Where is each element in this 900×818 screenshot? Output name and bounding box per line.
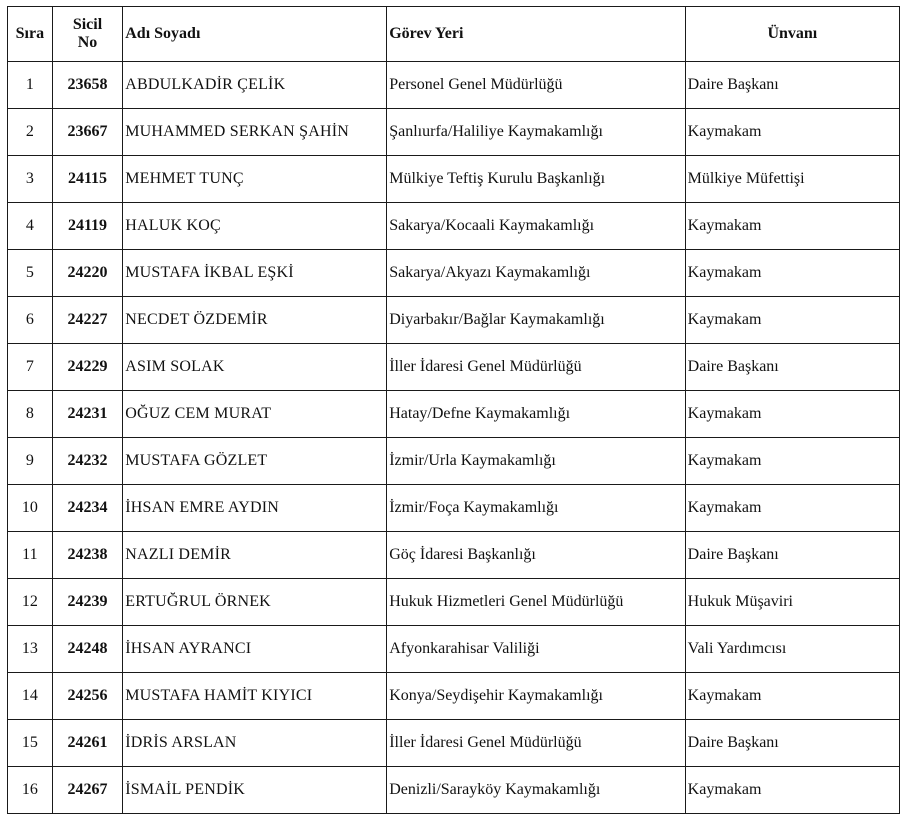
cell-unvani: Kaymakam (685, 391, 899, 438)
cell-unvani: Vali Yardımcısı (685, 626, 899, 673)
cell-sira: 4 (8, 203, 53, 250)
cell-unvani: Kaymakam (685, 485, 899, 532)
header-sira: Sıra (8, 7, 53, 62)
table-row (8, 203, 900, 250)
cell-gorev-yeri: Göç İdaresi Başkanlığı (387, 532, 685, 579)
cell-sicil-no: 24119 (52, 203, 122, 250)
cell-unvani: Daire Başkanı (685, 344, 899, 391)
header-gorev-yeri: Görev Yeri (387, 7, 685, 62)
cell-adi-soyadi: OĞUZ CEM MURAT (123, 391, 387, 438)
cell-adi-soyadi: ABDULKADİR ÇELİK (123, 62, 387, 109)
cell-adi-soyadi: MUSTAFA GÖZLET (123, 438, 387, 485)
table-row (8, 767, 900, 814)
table-row (8, 62, 900, 109)
cell-sicil-no: 24267 (52, 767, 122, 814)
table-row (8, 579, 900, 626)
cell-sicil-no: 24238 (52, 532, 122, 579)
cell-sicil-no: 23658 (52, 62, 122, 109)
cell-sira: 10 (8, 485, 53, 532)
cell-unvani: Kaymakam (685, 297, 899, 344)
cell-gorev-yeri: Diyarbakır/Bağlar Kaymakamlığı (387, 297, 685, 344)
cell-sira: 15 (8, 720, 53, 767)
cell-sicil-no: 24248 (52, 626, 122, 673)
cell-sicil-no: 24261 (52, 720, 122, 767)
cell-unvani: Kaymakam (685, 438, 899, 485)
cell-adi-soyadi: NAZLI DEMİR (123, 532, 387, 579)
cell-sira: 16 (8, 767, 53, 814)
header-sicil-line2: No (77, 34, 98, 51)
cell-sira: 8 (8, 391, 53, 438)
header-adi-soyadi: Adı Soyadı (123, 7, 387, 62)
cell-sira: 6 (8, 297, 53, 344)
cell-sira: 9 (8, 438, 53, 485)
header-sicil-no (52, 7, 122, 62)
personnel-table (7, 6, 900, 814)
cell-unvani: Kaymakam (685, 109, 899, 156)
cell-adi-soyadi: MEHMET TUNÇ (123, 156, 387, 203)
table-row (8, 626, 900, 673)
cell-unvani: Daire Başkanı (685, 720, 899, 767)
cell-sira: 1 (8, 62, 53, 109)
cell-adi-soyadi: ASIM SOLAK (123, 344, 387, 391)
cell-gorev-yeri: Denizli/Sarayköy Kaymakamlığı (387, 767, 685, 814)
table-header-row (8, 7, 900, 62)
cell-gorev-yeri: Sakarya/Akyazı Kaymakamlığı (387, 250, 685, 297)
cell-sira: 13 (8, 626, 53, 673)
cell-sicil-no: 24227 (52, 297, 122, 344)
table-row (8, 720, 900, 767)
cell-gorev-yeri: Afyonkarahisar Valiliği (387, 626, 685, 673)
header-sicil-line1: Sicil (72, 15, 103, 33)
cell-gorev-yeri: Mülkiye Teftiş Kurulu Başkanlığı (387, 156, 685, 203)
cell-gorev-yeri: Hatay/Defne Kaymakamlığı (387, 391, 685, 438)
cell-gorev-yeri: İller İdaresi Genel Müdürlüğü (387, 720, 685, 767)
cell-gorev-yeri: İller İdaresi Genel Müdürlüğü (387, 344, 685, 391)
cell-gorev-yeri: İzmir/Foça Kaymakamlığı (387, 485, 685, 532)
cell-adi-soyadi: İHSAN AYRANCI (123, 626, 387, 673)
cell-gorev-yeri: Hukuk Hizmetleri Genel Müdürlüğü (387, 579, 685, 626)
table-row (8, 297, 900, 344)
cell-gorev-yeri: İzmir/Urla Kaymakamlığı (387, 438, 685, 485)
cell-adi-soyadi: İDRİS ARSLAN (123, 720, 387, 767)
cell-gorev-yeri: Şanlıurfa/Haliliye Kaymakamlığı (387, 109, 685, 156)
table-body (8, 62, 900, 814)
cell-sira: 5 (8, 250, 53, 297)
table-row (8, 438, 900, 485)
cell-gorev-yeri: Personel Genel Müdürlüğü (387, 62, 685, 109)
cell-unvani: Kaymakam (685, 767, 899, 814)
table-row (8, 250, 900, 297)
cell-sicil-no: 24256 (52, 673, 122, 720)
cell-adi-soyadi: HALUK KOÇ (123, 203, 387, 250)
cell-sira: 3 (8, 156, 53, 203)
cell-unvani: Daire Başkanı (685, 532, 899, 579)
table-row (8, 673, 900, 720)
header-unvani: Ünvanı (685, 7, 899, 62)
cell-sira: 11 (8, 532, 53, 579)
cell-sira: 14 (8, 673, 53, 720)
cell-unvani: Kaymakam (685, 203, 899, 250)
cell-unvani: Daire Başkanı (685, 62, 899, 109)
table-row (8, 344, 900, 391)
cell-sira: 12 (8, 579, 53, 626)
cell-sicil-no: 24115 (52, 156, 122, 203)
cell-unvani: Kaymakam (685, 250, 899, 297)
cell-sicil-no: 24234 (52, 485, 122, 532)
cell-gorev-yeri: Sakarya/Kocaali Kaymakamlığı (387, 203, 685, 250)
table-row (8, 485, 900, 532)
cell-unvani: Hukuk Müşaviri (685, 579, 899, 626)
cell-sira: 7 (8, 344, 53, 391)
table-row (8, 156, 900, 203)
cell-sicil-no: 24220 (52, 250, 122, 297)
cell-unvani: Mülkiye Müfettişi (685, 156, 899, 203)
cell-sira: 2 (8, 109, 53, 156)
cell-adi-soyadi: MUHAMMED SERKAN ŞAHİN (123, 109, 387, 156)
cell-adi-soyadi: MUSTAFA İKBAL EŞKİ (123, 250, 387, 297)
cell-gorev-yeri: Konya/Seydişehir Kaymakamlığı (387, 673, 685, 720)
table-row (8, 391, 900, 438)
cell-adi-soyadi: MUSTAFA HAMİT KIYICI (123, 673, 387, 720)
cell-sicil-no: 24231 (52, 391, 122, 438)
table-row (8, 532, 900, 579)
cell-adi-soyadi: İHSAN EMRE AYDIN (123, 485, 387, 532)
cell-unvani: Kaymakam (685, 673, 899, 720)
cell-adi-soyadi: ERTUĞRUL ÖRNEK (123, 579, 387, 626)
cell-sicil-no: 24232 (52, 438, 122, 485)
cell-adi-soyadi: İSMAİL PENDİK (123, 767, 387, 814)
cell-sicil-no: 24229 (52, 344, 122, 391)
cell-sicil-no: 24239 (52, 579, 122, 626)
cell-adi-soyadi: NECDET ÖZDEMİR (123, 297, 387, 344)
cell-sicil-no: 23667 (52, 109, 122, 156)
table-row (8, 109, 900, 156)
